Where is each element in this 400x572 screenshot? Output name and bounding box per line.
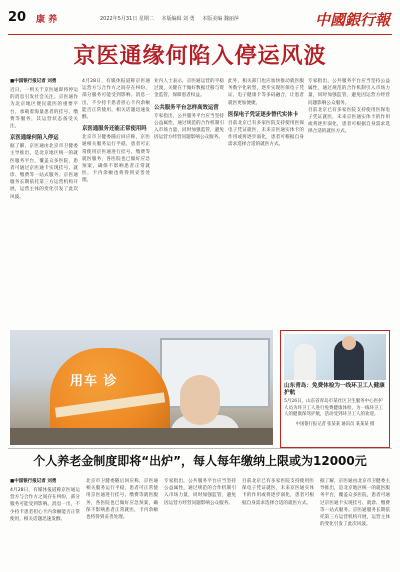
article-column-3 — [154, 78, 224, 326]
page-number: 20 — [8, 10, 27, 25]
second-article-column-2 — [86, 478, 158, 568]
column-text: 4月28日，有媒体报道称京医通运营方与合作方之间存在纠纷，部分服务可能受到影响。消息一出，不少持卡患者担心卡内余额能否正常使用，相关话题迅速发酵。 — [10, 488, 80, 522]
side-photo-head — [342, 336, 356, 350]
column-text: 目前北京已有多家医院支持使用医保电子凭证就医，未来京医通实体卡的作用或将逐步弱化，患者可根据自身需求选择合适的就医方式。 — [308, 107, 390, 135]
second-article-column-4 — [242, 478, 314, 568]
side-photo-person — [294, 344, 316, 380]
column-text: 据了解，京医通由北京市卫健委主导推出，是北京地区统一的就医服务平台，覆盖众多医院，患者可通过京医通卡实现挂号、就诊、缴费等一站式服务。京医通服务长期依托第三方运营机构开展，运营主体的变化引发了此次风波。 — [10, 144, 78, 200]
side-news-box — [280, 330, 390, 448]
column-text: 专家指出，公共服务平台应当坚持公益属性，通过规范的合作机制引入市场力量，同时加强监管，避免因运营方经营问题影响公众服务。 — [308, 79, 390, 106]
column-text: 专家指出，公共服务平台应当坚持公益属性，通过规范的合作机制引入市场力量，同时加强监管，避免因运营方经营问题影响公众服务。 — [164, 479, 236, 506]
article-column-4 — [228, 78, 304, 326]
main-headline: 京医通缘何陷入停运风波 — [73, 44, 327, 69]
column-text: 目前北京已有多家医院支持使用医保电子凭证就医，未来京医通实体卡的作用或将逐步弱化，患者可根据自身需求选择合适的就医方式。 — [228, 120, 304, 148]
second-article-column-5 — [320, 478, 390, 568]
news-photo — [10, 330, 273, 445]
photo-counter — [10, 428, 273, 445]
subheading: 公共服务平台怎样高效运营 — [154, 104, 219, 111]
column-text: 北京市卫健委随后回应称，京医通相关服务运行平稳，患者可正常使用京医通进行挂号、缴费等就医服务，各医院也已做好应急预案，确保不影响患者正常就医，卡内余额也将得到妥善处理。 — [86, 479, 158, 521]
column-text: 目前北京已有多家医院支持使用医保电子凭证就医，未来京医通实体卡的作用或将逐步弱化，患者可根据自身需求选择合适的就医方式。 — [242, 479, 314, 506]
article-column-5 — [308, 78, 390, 326]
byline: ■中国银行报记者 刘勇 — [10, 479, 57, 484]
byline: ■中国银行报记者 刘勇 — [10, 79, 57, 84]
header-rule — [8, 34, 392, 35]
column-text: 专家指出，公共服务平台应当坚持公益属性，通过规范的合作机制引入市场力量，同时加强监管，避免因运营方经营问题影响公众服务。 — [154, 113, 224, 141]
article-column-2 — [82, 78, 150, 326]
edition-designer: 本版美编 魏丽萍 — [202, 16, 239, 22]
second-article-column-1 — [10, 478, 80, 568]
section-name: 康 养 — [36, 15, 58, 25]
column-text: 4月28日，有媒体报道称京医通运营方与合作方之间存在纠纷，部分服务可能受到影响。消息一出，不少持卡患者担心卡内余额能否正常使用，相关话题迅速发酵。 — [82, 79, 150, 121]
subheading: 京医通服务还能正常使用吗 — [82, 126, 147, 133]
photo-credit: 中国银行报记者 张某某 通讯员 某某某 摄 — [295, 421, 375, 427]
side-box-text: 5月26日，山东省青岛市某社区卫生服务中心医护人员为环卫工人进行免费健康体检，为一线环卫工人的健康保驾护航，活动受到环卫工人的欢迎。 — [284, 399, 383, 418]
subheading: 京医通缘何陷入停运 — [10, 135, 59, 142]
edition-info — [100, 15, 245, 22]
photo-doctor-head — [180, 375, 220, 425]
edition-editor: 本版编辑 刘 勇 — [161, 16, 195, 22]
page-header — [0, 0, 400, 40]
section-divider — [8, 448, 392, 449]
side-box-title: 山东青岛：免费体检为一线环卫工人健康护航 — [284, 383, 385, 396]
second-article-column-3 — [164, 478, 236, 568]
newspaper-logo: 中國銀行報 — [314, 11, 390, 29]
subheading: 医保电子凭证逐步替代实体卡 — [228, 111, 299, 118]
column-text: 业内人士表示，京医通运营的平稳过渡，关键在于做好数据迁移与资金监管，保障患者权益。 — [154, 79, 224, 99]
column-text: 北京市卫健委随后回应称，京医通相关服务运行平稳，患者可正常使用京医通进行挂号、缴费等就医服务，各医院也已做好应急预案，确保不影响患者正常就医，卡内余额也将得到妥善处理。 — [82, 135, 150, 184]
vest-lettering: 用车 诊 — [70, 374, 118, 389]
second-headline: 个人养老金制度即将“出炉”，每人每年缴纳上限或为12000元 — [33, 454, 367, 468]
article-column-1 — [10, 78, 78, 326]
side-photo — [284, 334, 386, 380]
column-text: 近日，一则关于京医通即将停运的消息引发社会关注。京医通作为北京地区便民就医的重要平台，承载着海量患者的挂号、缴费等服务，其运营状态备受关注。 — [10, 88, 78, 130]
edition-date: 2022年5月31日 星期二 — [100, 16, 154, 22]
column-text: 此外，相关部门也应加快推动就医服务数字化转型，逐步实现医保电子凭证、电子健康卡等多码融合，让患者就医更加便捷。 — [228, 79, 304, 106]
column-text: 据了解，京医通由北京市卫健委主导推出，是北京地区统一的就医服务平台，覆盖众多医院，患者可通过京医通卡实现挂号、就诊、缴费等一站式服务。京医通服务长期依托第三方运营机构开展，运营主体的变化引发了此次风波。 — [320, 479, 390, 528]
